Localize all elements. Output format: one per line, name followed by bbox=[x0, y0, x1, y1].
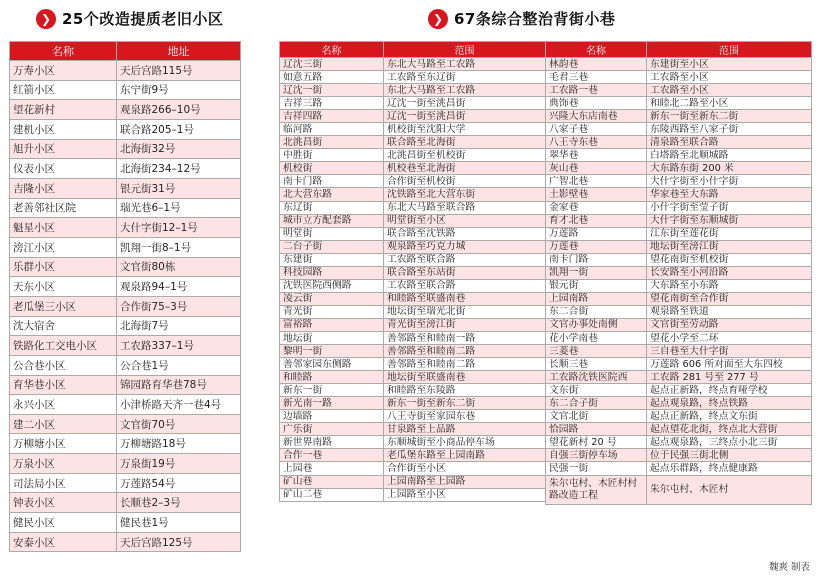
table-row bbox=[280, 475, 546, 488]
cell-value: 上园南路至上园路 bbox=[384, 475, 546, 488]
cell-name: 辽沈三街 bbox=[280, 58, 384, 71]
cell-value: 长顺巷2–3号 bbox=[117, 493, 241, 513]
table-row bbox=[10, 336, 241, 356]
cell-name: 钟表小区 bbox=[10, 493, 117, 513]
table-row bbox=[546, 279, 812, 292]
table-row bbox=[546, 71, 812, 84]
cell-name: 红箭小区 bbox=[10, 80, 117, 100]
cell-value: 联合路至北海街 bbox=[384, 136, 546, 149]
table-row bbox=[546, 318, 812, 331]
table-row bbox=[280, 123, 546, 136]
cell-name: 城市立方配套路 bbox=[280, 214, 384, 227]
cell-value: 北海街234–12号 bbox=[117, 159, 241, 179]
cell-name: 金家巷 bbox=[546, 201, 647, 214]
cell-value: 和睦路至联盛南巷 bbox=[384, 292, 546, 305]
cell-value: 东北大马路至联合路 bbox=[384, 201, 546, 214]
cell-name: 东二合子街 bbox=[546, 397, 647, 410]
cell-value: 东北大马路至工农路 bbox=[384, 84, 546, 97]
cell-value: 大什字街12–1号 bbox=[117, 218, 241, 238]
table-row bbox=[280, 279, 546, 292]
table-row bbox=[546, 162, 812, 175]
cell-value: 东宁街9号 bbox=[117, 80, 241, 100]
cell-name: 乐群小区 bbox=[10, 257, 117, 277]
cell-value: 明堂街至小区 bbox=[384, 214, 546, 227]
table-row bbox=[10, 100, 241, 120]
cell-value: 联合路至东站街 bbox=[384, 266, 546, 279]
cell-name: 长顺三巷 bbox=[546, 358, 647, 371]
cell-value: 文官街80栋 bbox=[117, 257, 241, 277]
cell-value: 联合路至沈铁路 bbox=[384, 227, 546, 240]
header-name: 名称 bbox=[280, 42, 384, 58]
table-row bbox=[546, 423, 812, 436]
cell-name: 东二合街 bbox=[546, 305, 647, 318]
cell-value: 望花小学至二环 bbox=[647, 331, 812, 344]
cell-value: 文官街至劳动路 bbox=[647, 318, 812, 331]
header-range: 范围 bbox=[647, 42, 812, 58]
table-row bbox=[280, 227, 546, 240]
table-row bbox=[280, 305, 546, 318]
alley-table-b bbox=[545, 41, 812, 505]
cell-value: 工农路337–1号 bbox=[117, 336, 241, 356]
cell-value: 工农路至联合路 bbox=[384, 253, 546, 266]
table-row bbox=[10, 198, 241, 218]
table-row bbox=[280, 240, 546, 253]
table-row bbox=[10, 218, 241, 238]
table-row bbox=[546, 253, 812, 266]
cell-name: 机校街 bbox=[280, 162, 384, 175]
cell-value: 老瓜堡东路至上园南路 bbox=[384, 449, 546, 462]
table-row bbox=[280, 397, 546, 410]
cell-value: 江东街至莲花街 bbox=[647, 227, 812, 240]
cell-value: 望花南街至合作街 bbox=[647, 292, 812, 305]
cell-name: 花小学南巷 bbox=[546, 331, 647, 344]
cell-value: 新东一街至新东二街 bbox=[384, 397, 546, 410]
cell-name: 建二小区 bbox=[10, 414, 117, 434]
cell-name: 南卡门路 bbox=[546, 253, 647, 266]
cell-name: 吉隆小区 bbox=[10, 178, 117, 198]
cell-value: 起点乐群路，终点健康路 bbox=[647, 462, 812, 475]
table-row bbox=[546, 110, 812, 123]
cell-name: 林韵巷 bbox=[546, 58, 647, 71]
cell-value: 甘泉路至上品路 bbox=[384, 423, 546, 436]
cell-value: 万泉街19号 bbox=[117, 454, 241, 474]
table-row bbox=[280, 71, 546, 84]
table-row bbox=[546, 84, 812, 97]
cell-name: 司法局小区 bbox=[10, 473, 117, 493]
table-row bbox=[10, 296, 241, 316]
cell-value: 辽沈一街至洮昌街 bbox=[384, 97, 546, 110]
cell-name: 广乐街 bbox=[280, 423, 384, 436]
table-row bbox=[10, 375, 241, 395]
cell-value: 联合路205–1号 bbox=[117, 119, 241, 139]
cell-name: 广智北巷 bbox=[546, 175, 647, 188]
table-row bbox=[280, 201, 546, 214]
table-row bbox=[280, 331, 546, 344]
cell-value: 清泉路至联合路 bbox=[647, 136, 812, 149]
cell-name: 毛君三巷 bbox=[546, 71, 647, 84]
table-row bbox=[546, 201, 812, 214]
cell-name: 地坛街 bbox=[280, 331, 384, 344]
cell-value: 青光街至滂江街 bbox=[384, 318, 546, 331]
table-row bbox=[546, 449, 812, 462]
header-name: 名称 bbox=[10, 42, 117, 61]
cell-name: 吉祥四路 bbox=[280, 110, 384, 123]
cell-name: 望花新村 bbox=[10, 100, 117, 120]
cell-name: 东建街 bbox=[280, 253, 384, 266]
cell-value: 望花南街至机校街 bbox=[647, 253, 812, 266]
header-address: 地址 bbox=[117, 42, 241, 61]
table-row bbox=[10, 414, 241, 434]
cell-value: 朱尔屯村、木匠村 bbox=[647, 475, 812, 504]
table-row bbox=[10, 159, 241, 179]
cell-name: 新光南一路 bbox=[280, 397, 384, 410]
alley-table-a bbox=[279, 41, 546, 502]
cell-name: 三菱巷 bbox=[546, 345, 647, 358]
table-row bbox=[280, 253, 546, 266]
cell-name: 中胜街 bbox=[280, 149, 384, 162]
cell-name: 矿山巷 bbox=[280, 475, 384, 488]
table-row bbox=[546, 305, 812, 318]
cell-value: 三自巷至大什字街 bbox=[647, 345, 812, 358]
cell-value: 白塔路至北顺城路 bbox=[647, 149, 812, 162]
cell-name: 滂江小区 bbox=[10, 237, 117, 257]
cell-name: 吉祥三路 bbox=[280, 97, 384, 110]
cell-value: 文官街70号 bbox=[117, 414, 241, 434]
cell-name: 凌云街 bbox=[280, 292, 384, 305]
table-row bbox=[546, 240, 812, 253]
table-row bbox=[10, 454, 241, 474]
cell-value: 万莲路 606 所对面至大东四校 bbox=[647, 358, 812, 371]
cell-value: 凯翔一街8–1号 bbox=[117, 237, 241, 257]
cell-name: 上园南路 bbox=[546, 292, 647, 305]
cell-name: 东辽街 bbox=[280, 201, 384, 214]
cell-value: 工农路 281 号至 277 号 bbox=[647, 371, 812, 384]
cell-name: 老善邻社区院 bbox=[10, 198, 117, 218]
cell-name: 青光街 bbox=[280, 305, 384, 318]
cell-value: 小津桥路天齐一巷4号 bbox=[117, 395, 241, 415]
cell-name: 黎明一街 bbox=[280, 345, 384, 358]
cell-value: 小什字街至莹子街 bbox=[647, 201, 812, 214]
cell-name: 土影壁巷 bbox=[546, 188, 647, 201]
cell-value: 长安路至小河沿路 bbox=[647, 266, 812, 279]
cell-value: 合作街至机校街 bbox=[384, 175, 546, 188]
table-row bbox=[280, 110, 546, 123]
table-row bbox=[546, 436, 812, 449]
cell-value: 和睦路至东陵路 bbox=[384, 384, 546, 397]
cell-name: 育才北巷 bbox=[546, 214, 647, 227]
cell-value: 地坛街至滂江街 bbox=[647, 240, 812, 253]
table-row bbox=[546, 384, 812, 397]
table-row bbox=[280, 423, 546, 436]
table-row bbox=[280, 149, 546, 162]
cell-name: 万泉小区 bbox=[10, 454, 117, 474]
table-row bbox=[280, 292, 546, 305]
cell-value: 辽沈一街至洮昌街 bbox=[384, 110, 546, 123]
cell-value: 工农路至联合路 bbox=[384, 279, 546, 292]
cell-name: 魁星小区 bbox=[10, 218, 117, 238]
cell-name: 万莲巷 bbox=[546, 240, 647, 253]
cell-name: 仪表小区 bbox=[10, 159, 117, 179]
cell-name: 文东街 bbox=[546, 384, 647, 397]
cell-name: 科技园路 bbox=[280, 266, 384, 279]
cell-name: 万寿小区 bbox=[10, 61, 117, 81]
cell-name: 八王寺东巷 bbox=[546, 136, 647, 149]
cell-value: 公合巷1号 bbox=[117, 355, 241, 375]
table-row bbox=[10, 532, 241, 552]
cell-value: 大东路东街 200 米 bbox=[647, 162, 812, 175]
table-row bbox=[546, 292, 812, 305]
cell-name: 健民小区 bbox=[10, 513, 117, 533]
cell-name: 二台子街 bbox=[280, 240, 384, 253]
cell-name: 民强一街 bbox=[546, 462, 647, 475]
table-row bbox=[280, 58, 546, 71]
header-range: 范围 bbox=[384, 42, 546, 58]
cell-name: 南卡门路 bbox=[280, 175, 384, 188]
cell-value: 健民巷1号 bbox=[117, 513, 241, 533]
cell-value: 瑞光巷6–1号 bbox=[117, 198, 241, 218]
credit: 魏爽 制表 bbox=[768, 562, 810, 573]
cell-value: 地坛街至联盛南巷 bbox=[384, 371, 546, 384]
cell-value: 沈铁路至北大营东街 bbox=[384, 188, 546, 201]
table-row bbox=[10, 395, 241, 415]
table-row bbox=[280, 371, 546, 384]
cell-name: 天东小区 bbox=[10, 277, 117, 297]
table-row bbox=[280, 318, 546, 331]
table-row bbox=[546, 227, 812, 240]
cell-name: 公合巷小区 bbox=[10, 355, 117, 375]
cell-name: 矿山二巷 bbox=[280, 488, 384, 501]
cell-name: 工农路一巷 bbox=[546, 84, 647, 97]
cell-name: 工农路沈铁医院西 bbox=[546, 371, 647, 384]
cell-name: 朱尔屯村、木匠村村路改造工程 bbox=[546, 475, 647, 504]
cell-value: 锦园路育华巷78号 bbox=[117, 375, 241, 395]
table-row bbox=[280, 462, 546, 475]
cell-name: 沈铁医院西侧路 bbox=[280, 279, 384, 292]
cell-name: 自强三街停车场 bbox=[546, 449, 647, 462]
cell-value: 观泉路至铁道 bbox=[647, 305, 812, 318]
cell-value: 天后宫路125号 bbox=[117, 532, 241, 552]
table-row bbox=[10, 139, 241, 159]
table-row bbox=[280, 188, 546, 201]
left-title bbox=[36, 8, 223, 29]
cell-value: 善邻路至和睦南一路 bbox=[384, 331, 546, 344]
table-row bbox=[546, 123, 812, 136]
cell-name: 万柳塘小区 bbox=[10, 434, 117, 454]
cell-value: 机校巷至北海街 bbox=[384, 162, 546, 175]
cell-value: 大什字街至东顺城街 bbox=[647, 214, 812, 227]
chevron-right-icon: ❯ bbox=[428, 9, 448, 29]
cell-value: 观泉路至巧克力城 bbox=[384, 240, 546, 253]
table-row bbox=[10, 493, 241, 513]
cell-value: 观泉路94–1号 bbox=[117, 277, 241, 297]
table-row bbox=[546, 462, 812, 475]
table-row bbox=[546, 410, 812, 423]
table-row bbox=[10, 355, 241, 375]
table-row bbox=[280, 136, 546, 149]
table-row bbox=[546, 58, 812, 71]
cell-name: 铁路化工交电小区 bbox=[10, 336, 117, 356]
cell-value: 东建街至小区 bbox=[647, 58, 812, 71]
cell-value: 北海街32号 bbox=[117, 139, 241, 159]
cell-value: 华家巷至大东路 bbox=[647, 188, 812, 201]
table-row bbox=[546, 97, 812, 110]
table-row bbox=[280, 97, 546, 110]
table-row bbox=[546, 397, 812, 410]
table-row bbox=[280, 410, 546, 423]
cell-name: 和睦路 bbox=[280, 371, 384, 384]
cell-value: 万莲路54号 bbox=[117, 473, 241, 493]
cell-value: 起点观泉路，三终点小北三街 bbox=[647, 436, 812, 449]
right-title bbox=[428, 8, 615, 29]
cell-value: 工农路至小区 bbox=[647, 84, 812, 97]
cell-name: 永兴小区 bbox=[10, 395, 117, 415]
table-row bbox=[280, 84, 546, 97]
cell-name: 沈大宿舍 bbox=[10, 316, 117, 336]
cell-name: 望花新村 20 号 bbox=[546, 436, 647, 449]
cell-value: 机校街至沈阳大学 bbox=[384, 123, 546, 136]
table-row bbox=[546, 149, 812, 162]
cell-value: 工农路至东辽街 bbox=[384, 71, 546, 84]
cell-name: 临河路 bbox=[280, 123, 384, 136]
table-row bbox=[10, 473, 241, 493]
cell-value: 北海街7号 bbox=[117, 316, 241, 336]
cell-value: 大什字街至小什字街 bbox=[647, 175, 812, 188]
cell-name: 建机小区 bbox=[10, 119, 117, 139]
table-row bbox=[280, 266, 546, 279]
cell-name: 万莲路 bbox=[546, 227, 647, 240]
cell-name: 新东一街 bbox=[280, 384, 384, 397]
cell-name: 辽沈一街 bbox=[280, 84, 384, 97]
cell-value: 八王寺街至家园东巷 bbox=[384, 410, 546, 423]
cell-name: 文官北街 bbox=[546, 410, 647, 423]
table-row bbox=[10, 316, 241, 336]
cell-name: 善邻家园东侧路 bbox=[280, 358, 384, 371]
table-row bbox=[10, 434, 241, 454]
table-row bbox=[546, 266, 812, 279]
cell-name: 上园巷 bbox=[280, 462, 384, 475]
cell-name: 老瓜堡三小区 bbox=[10, 296, 117, 316]
cell-value: 起点正新路，终点育哑学校 bbox=[647, 384, 812, 397]
cell-value: 万柳塘路18号 bbox=[117, 434, 241, 454]
cell-value: 东顺城街至小商品停车场 bbox=[384, 436, 546, 449]
table-row bbox=[546, 214, 812, 227]
table-row bbox=[10, 237, 241, 257]
cell-value: 新东一街至新东二街 bbox=[647, 110, 812, 123]
table-row bbox=[10, 513, 241, 533]
cell-value: 善邻路至和睦南二路 bbox=[384, 345, 546, 358]
old-community-table bbox=[9, 41, 241, 552]
table-row bbox=[10, 80, 241, 100]
cell-value: 工农路至小区 bbox=[647, 71, 812, 84]
cell-value: 天后宫路115号 bbox=[117, 61, 241, 81]
right-title-text: 67条综合整治背街小巷 bbox=[454, 10, 616, 28]
cell-value: 起点正新路，终点文东街 bbox=[647, 410, 812, 423]
cell-value: 合作街至小区 bbox=[384, 462, 546, 475]
table-row bbox=[280, 214, 546, 227]
cell-name: 安泰小区 bbox=[10, 532, 117, 552]
cell-name: 旭升小区 bbox=[10, 139, 117, 159]
cell-name: 育华巷小区 bbox=[10, 375, 117, 395]
cell-name: 八家子巷 bbox=[546, 123, 647, 136]
cell-name: 银元街 bbox=[546, 279, 647, 292]
table-row bbox=[546, 136, 812, 149]
table-row bbox=[280, 358, 546, 371]
cell-name: 如意五路 bbox=[280, 71, 384, 84]
table-row bbox=[546, 175, 812, 188]
cell-value: 善邻路至和睦南二路 bbox=[384, 358, 546, 371]
table-row bbox=[10, 119, 241, 139]
cell-value: 起点望花北街，终点北大营街 bbox=[647, 423, 812, 436]
cell-value: 银元街31号 bbox=[117, 178, 241, 198]
table-row bbox=[546, 188, 812, 201]
chevron-right-icon: ❯ bbox=[36, 9, 56, 29]
cell-value: 起点观泉路，终点铁路 bbox=[647, 397, 812, 410]
cell-name: 文官办事处南侧 bbox=[546, 318, 647, 331]
cell-name: 恰园路 bbox=[546, 423, 647, 436]
cell-value: 地坛街至瑞光北街 bbox=[384, 305, 546, 318]
cell-value: 大东路至小东路 bbox=[647, 279, 812, 292]
cell-name: 北洮昌街 bbox=[280, 136, 384, 149]
table-row bbox=[546, 331, 812, 344]
cell-name: 典饰巷 bbox=[546, 97, 647, 110]
table-row bbox=[546, 345, 812, 358]
cell-value: 东北大马路至工农路 bbox=[384, 58, 546, 71]
cell-value: 北洮昌街至机校街 bbox=[384, 149, 546, 162]
cell-value: 东陵西路至八家子街 bbox=[647, 123, 812, 136]
cell-value: 和睦北二路至小区 bbox=[647, 97, 812, 110]
cell-value: 合作街75–3号 bbox=[117, 296, 241, 316]
cell-name: 凯翔一街 bbox=[546, 266, 647, 279]
cell-name: 灰山巷 bbox=[546, 162, 647, 175]
cell-name: 合作一巷 bbox=[280, 449, 384, 462]
table-row bbox=[10, 61, 241, 81]
table-row bbox=[280, 162, 546, 175]
cell-name: 新世界南路 bbox=[280, 436, 384, 449]
cell-name: 翠华巷 bbox=[546, 149, 647, 162]
table-row bbox=[280, 488, 546, 501]
table-row bbox=[10, 257, 241, 277]
table-row bbox=[10, 178, 241, 198]
table-row bbox=[280, 384, 546, 397]
cell-name: 边墙路 bbox=[280, 410, 384, 423]
header-name: 名称 bbox=[546, 42, 647, 58]
cell-name: 富裕路 bbox=[280, 318, 384, 331]
cell-value: 观泉路266–10号 bbox=[117, 100, 241, 120]
table-row bbox=[280, 175, 546, 188]
cell-name: 北大营东路 bbox=[280, 188, 384, 201]
cell-value: 上园路至小区 bbox=[384, 488, 546, 501]
table-row bbox=[280, 345, 546, 358]
left-title-text: 25个改造提质老旧小区 bbox=[62, 10, 224, 28]
table-row bbox=[10, 277, 241, 297]
cell-value: 位于民强三街北侧 bbox=[647, 449, 812, 462]
cell-name: 明堂街 bbox=[280, 227, 384, 240]
table-row bbox=[280, 436, 546, 449]
table-row bbox=[280, 449, 546, 462]
cell-name: 兴隆大东店南巷 bbox=[546, 110, 647, 123]
table-row bbox=[546, 475, 812, 504]
table-row bbox=[546, 371, 812, 384]
table-row bbox=[546, 358, 812, 371]
